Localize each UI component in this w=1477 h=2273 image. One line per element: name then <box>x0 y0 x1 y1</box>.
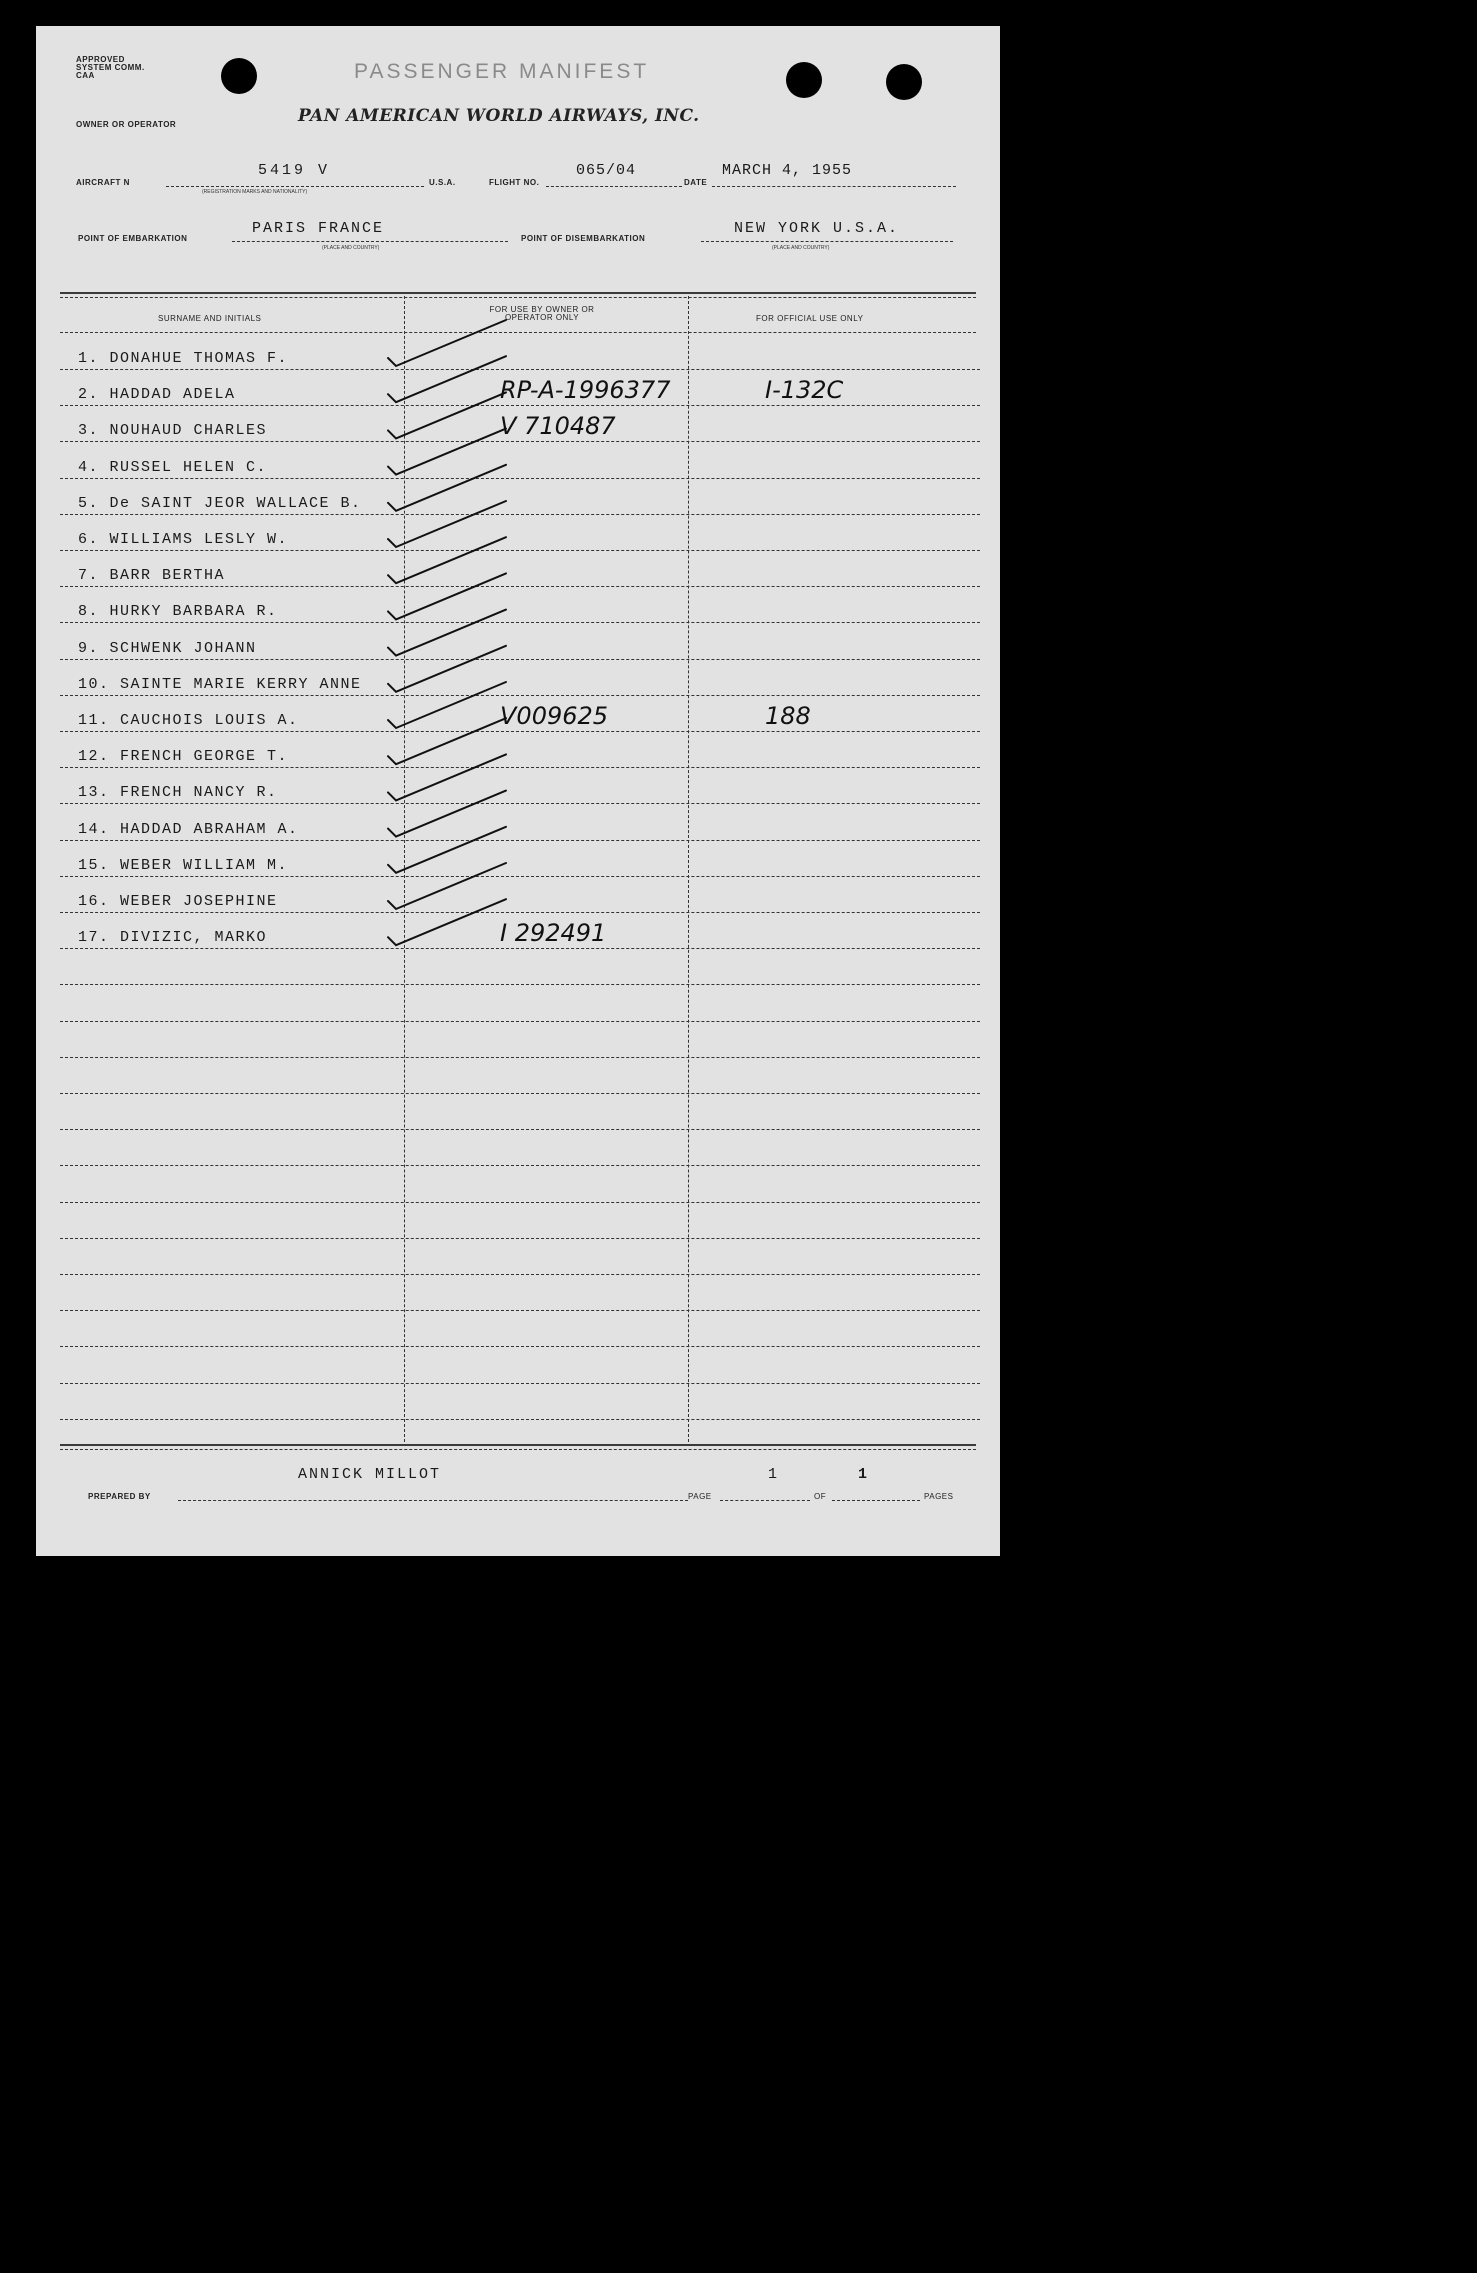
disembark-label: POINT OF DISEMBARKATION <box>521 234 646 243</box>
passenger-name: 2. HADDAD ADELA <box>78 386 236 404</box>
page-value: 1 <box>768 1466 778 1483</box>
aircraft-nationality: U.S.A. <box>429 178 456 187</box>
col-header-names: SURNAME AND INITIALS <box>158 314 262 323</box>
flight-value: 065/04 <box>576 162 637 179</box>
aircraft-caption: (REGISTRATION MARKS AND NATIONALITY) <box>202 189 308 195</box>
stamp-line: APPROVED <box>76 55 125 64</box>
page-label: PAGE <box>688 1492 712 1501</box>
passenger-name: 8. HURKY BARBARA R. <box>78 603 278 621</box>
check-mark <box>388 392 506 438</box>
operator-note: V009625 <box>500 702 609 730</box>
passenger-name: 12. FRENCH GEORGE T. <box>78 748 289 766</box>
check-mark <box>388 646 506 692</box>
check-mark <box>388 899 506 945</box>
check-mark <box>388 718 506 764</box>
passenger-name: 7. BARR BERTHA <box>78 567 226 585</box>
check-mark <box>388 501 506 547</box>
check-marks <box>36 26 1000 1556</box>
passenger-name: 9. SCHWENK JOHANN <box>78 639 257 657</box>
check-mark <box>388 465 506 511</box>
aircraft-value: 5419 V <box>258 162 331 179</box>
check-mark <box>388 537 506 583</box>
date-value: MARCH 4, 1955 <box>722 162 853 179</box>
embark-label: POINT OF EMBARKATION <box>78 234 188 243</box>
embark-caption: (PLACE AND COUNTRY) <box>322 245 380 251</box>
operator-name: PAN AMERICAN WORLD AIRWAYS, INC. <box>298 106 700 126</box>
passenger-name: 1. DONAHUE THOMAS F. <box>78 350 289 367</box>
col-header-official: FOR OFFICIAL USE ONLY <box>756 314 864 323</box>
official-note: 188 <box>765 702 811 730</box>
flight-label: FLIGHT NO. <box>489 178 540 187</box>
disembark-caption: (PLACE AND COUNTRY) <box>772 245 830 251</box>
passenger-name: 3. NOUHAUD CHARLES <box>78 422 268 440</box>
of-value: 1 <box>858 1466 868 1483</box>
of-label: OF <box>814 1492 827 1501</box>
embark-value: PARIS FRANCE <box>252 220 385 237</box>
check-mark <box>388 320 506 366</box>
passenger-name: 5. De SAINT JEOR WALLACE B. <box>78 494 362 512</box>
passenger-name: 13. FRENCH NANCY R. <box>78 784 278 802</box>
check-mark <box>388 429 506 475</box>
col-header-owner: FOR USE BY OWNER OR OPERATOR ONLY <box>489 305 595 322</box>
passenger-name: 6. WILLIAMS LESLY W. <box>78 531 289 548</box>
check-mark <box>388 754 506 800</box>
operator-note: V 710487 <box>500 412 616 441</box>
manifest-sheet <box>36 26 1000 1556</box>
page-title: PASSENGER MANIFEST <box>354 60 650 83</box>
passenger-name: 14. HADDAD ABRAHAM A. <box>78 820 299 838</box>
stamp-line: SYSTEM COMM. <box>76 63 145 72</box>
passenger-name: 17. DIVIZIC, MARKO <box>78 929 268 947</box>
owner-label: OWNER OR OPERATOR <box>76 120 177 129</box>
operator-note: RP-A-1996377 <box>500 376 671 405</box>
passenger-name: 4. RUSSEL HELEN C. <box>78 458 268 476</box>
pages-label: PAGES <box>924 1492 954 1501</box>
stamp-line: CAA <box>76 71 95 80</box>
operator-note: I 292491 <box>500 919 607 948</box>
passenger-name: 11. CAUCHOIS LOUIS A. <box>78 712 299 729</box>
check-mark <box>388 791 506 837</box>
prepared-value: ANNICK MILLOT <box>298 1466 442 1483</box>
passenger-name: 10. SAINTE MARIE KERRY ANNE <box>78 675 362 693</box>
check-mark <box>388 356 506 402</box>
check-mark <box>388 573 506 619</box>
check-mark <box>388 610 506 656</box>
check-mark <box>388 682 506 728</box>
check-mark <box>388 863 506 909</box>
check-mark <box>388 827 506 873</box>
passenger-name: 15. WEBER WILLIAM M. <box>78 856 289 874</box>
disembark-value: NEW YORK U.S.A. <box>734 220 900 237</box>
passenger-name: 16. WEBER JOSEPHINE <box>78 893 278 910</box>
date-label: DATE <box>684 178 708 187</box>
official-note: I-132C <box>765 376 844 405</box>
prepared-label: PREPARED BY <box>88 1492 151 1501</box>
aircraft-label: AIRCRAFT N <box>76 178 130 187</box>
